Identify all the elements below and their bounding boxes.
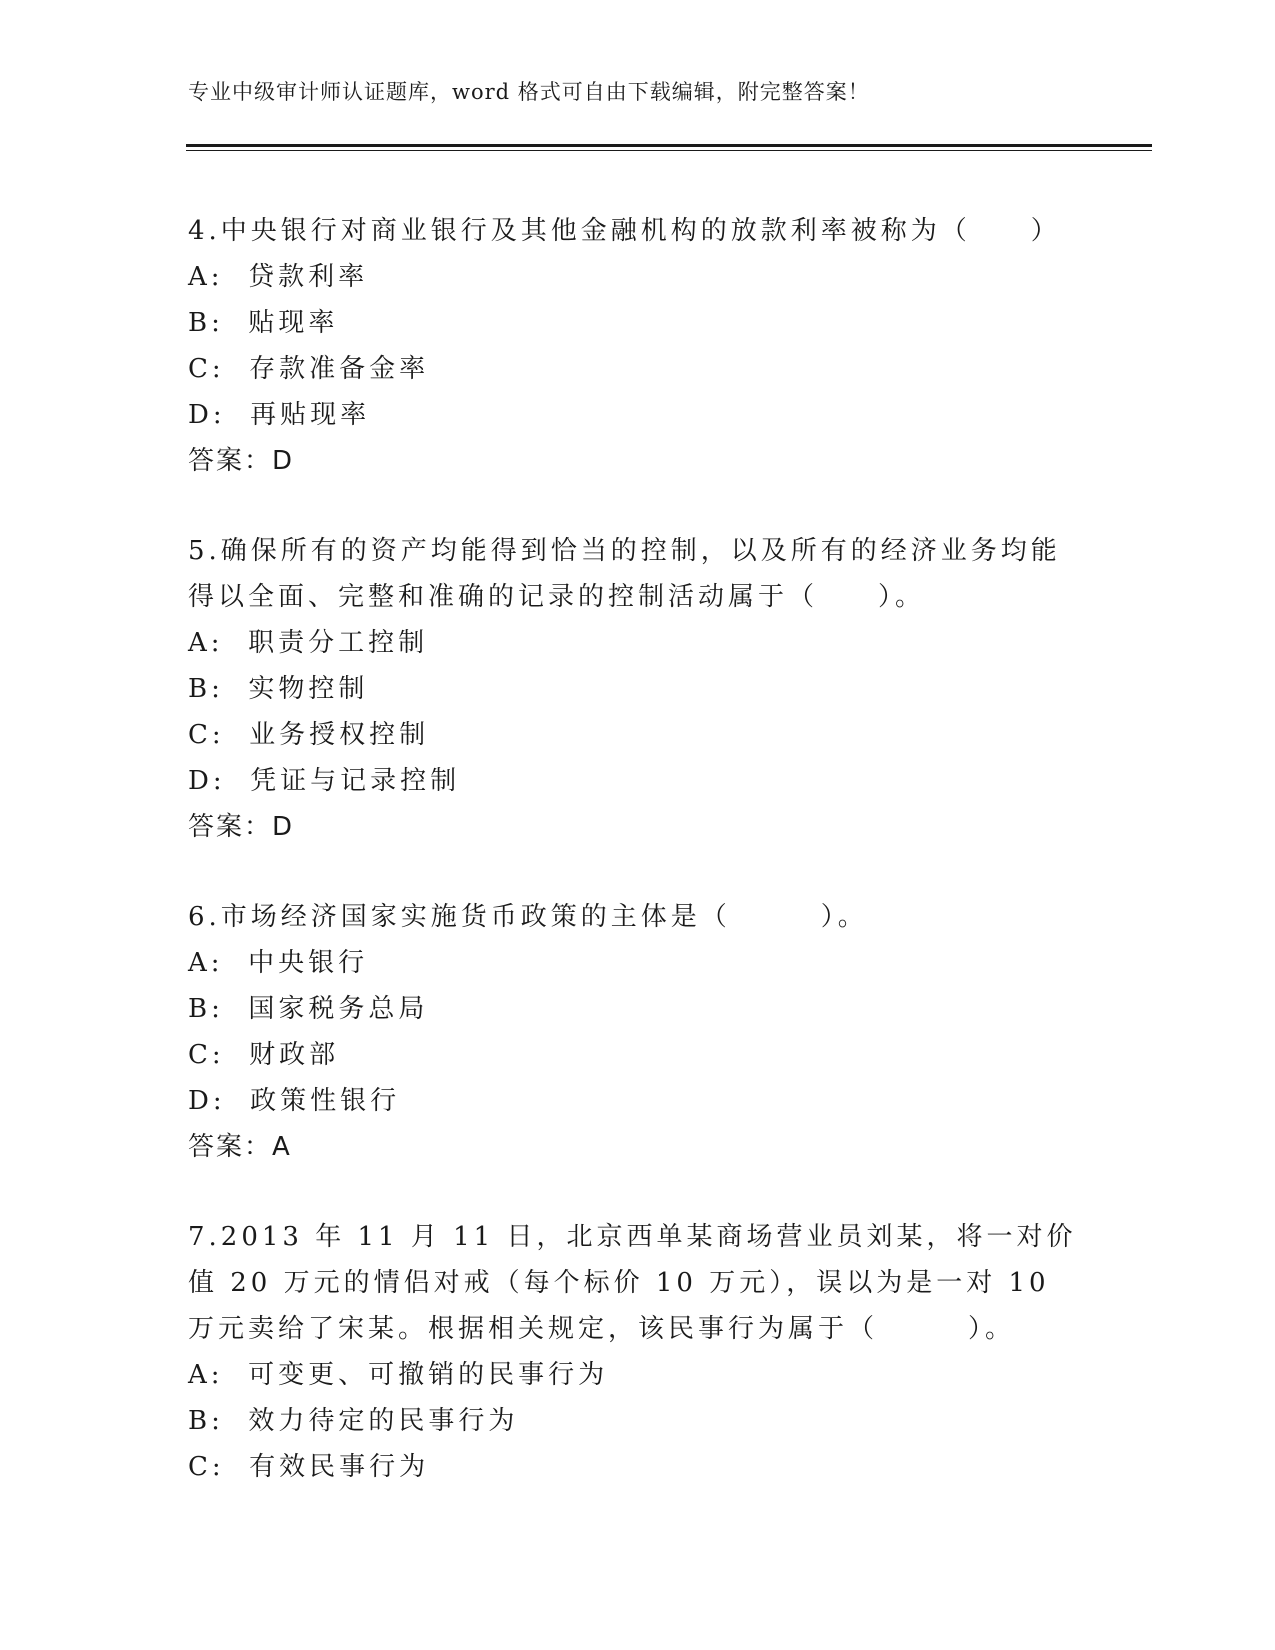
answer-line: 答案：D — [188, 446, 295, 476]
header-rule-thin — [186, 150, 1152, 151]
page-header: 专业中级审计师认证题库，word 格式可自由下载编辑，附完整答案！ — [188, 80, 870, 104]
option-d: D: 凭证与记录控制 — [188, 766, 461, 796]
option-c: C: 有效民事行为 — [188, 1452, 430, 1482]
option-d: D: 政策性银行 — [188, 1086, 401, 1116]
question-6 — [188, 894, 1088, 1170]
option-a: A: 贷款利率 — [188, 262, 369, 292]
option-d: D: 再贴现率 — [188, 400, 371, 430]
question-7 — [188, 1214, 1088, 1490]
option-b: B: 国家税务总局 — [188, 994, 429, 1024]
option-b: B: 贴现率 — [188, 308, 339, 338]
question-stem: 6.市场经济国家实施货币政策的主体是（ ）。 — [188, 902, 868, 932]
answer-line: 答案：D — [188, 812, 295, 842]
question-4 — [188, 208, 1088, 484]
question-stem: 5.确保所有的资产均能得到恰当的控制，以及所有的经济业务均能得以全面、完整和准确的记录的控制活动属于（ ）。 — [188, 536, 1061, 612]
question-stem: 4.中央银行对商业银行及其他金融机构的放款利率被称为（ ） — [188, 216, 1061, 246]
option-c: C: 财政部 — [188, 1040, 340, 1070]
option-c: C: 存款准备金率 — [188, 354, 430, 384]
option-b: B: 实物控制 — [188, 674, 369, 704]
answer-line: 答案：A — [188, 1132, 292, 1162]
option-b: B: 效力待定的民事行为 — [188, 1406, 519, 1436]
option-a: A: 职责分工控制 — [188, 628, 429, 658]
option-c: C: 业务授权控制 — [188, 720, 430, 750]
question-list — [188, 208, 1088, 1534]
question-5 — [188, 528, 1088, 850]
question-stem: 7.2013 年 11 月 11 日，北京西单某商场营业员刘某，将一对价值 20 万元的情侣对戒（每个标价 10 万元），误以为是一对 10 万元卖给了宋某。根据相关规定，该民事行为属于（ ）。 — [188, 1222, 1077, 1344]
header-rule-thick — [186, 144, 1152, 147]
option-a: A: 中央银行 — [188, 948, 369, 978]
option-a: A: 可变更、可撤销的民事行为 — [188, 1360, 609, 1390]
